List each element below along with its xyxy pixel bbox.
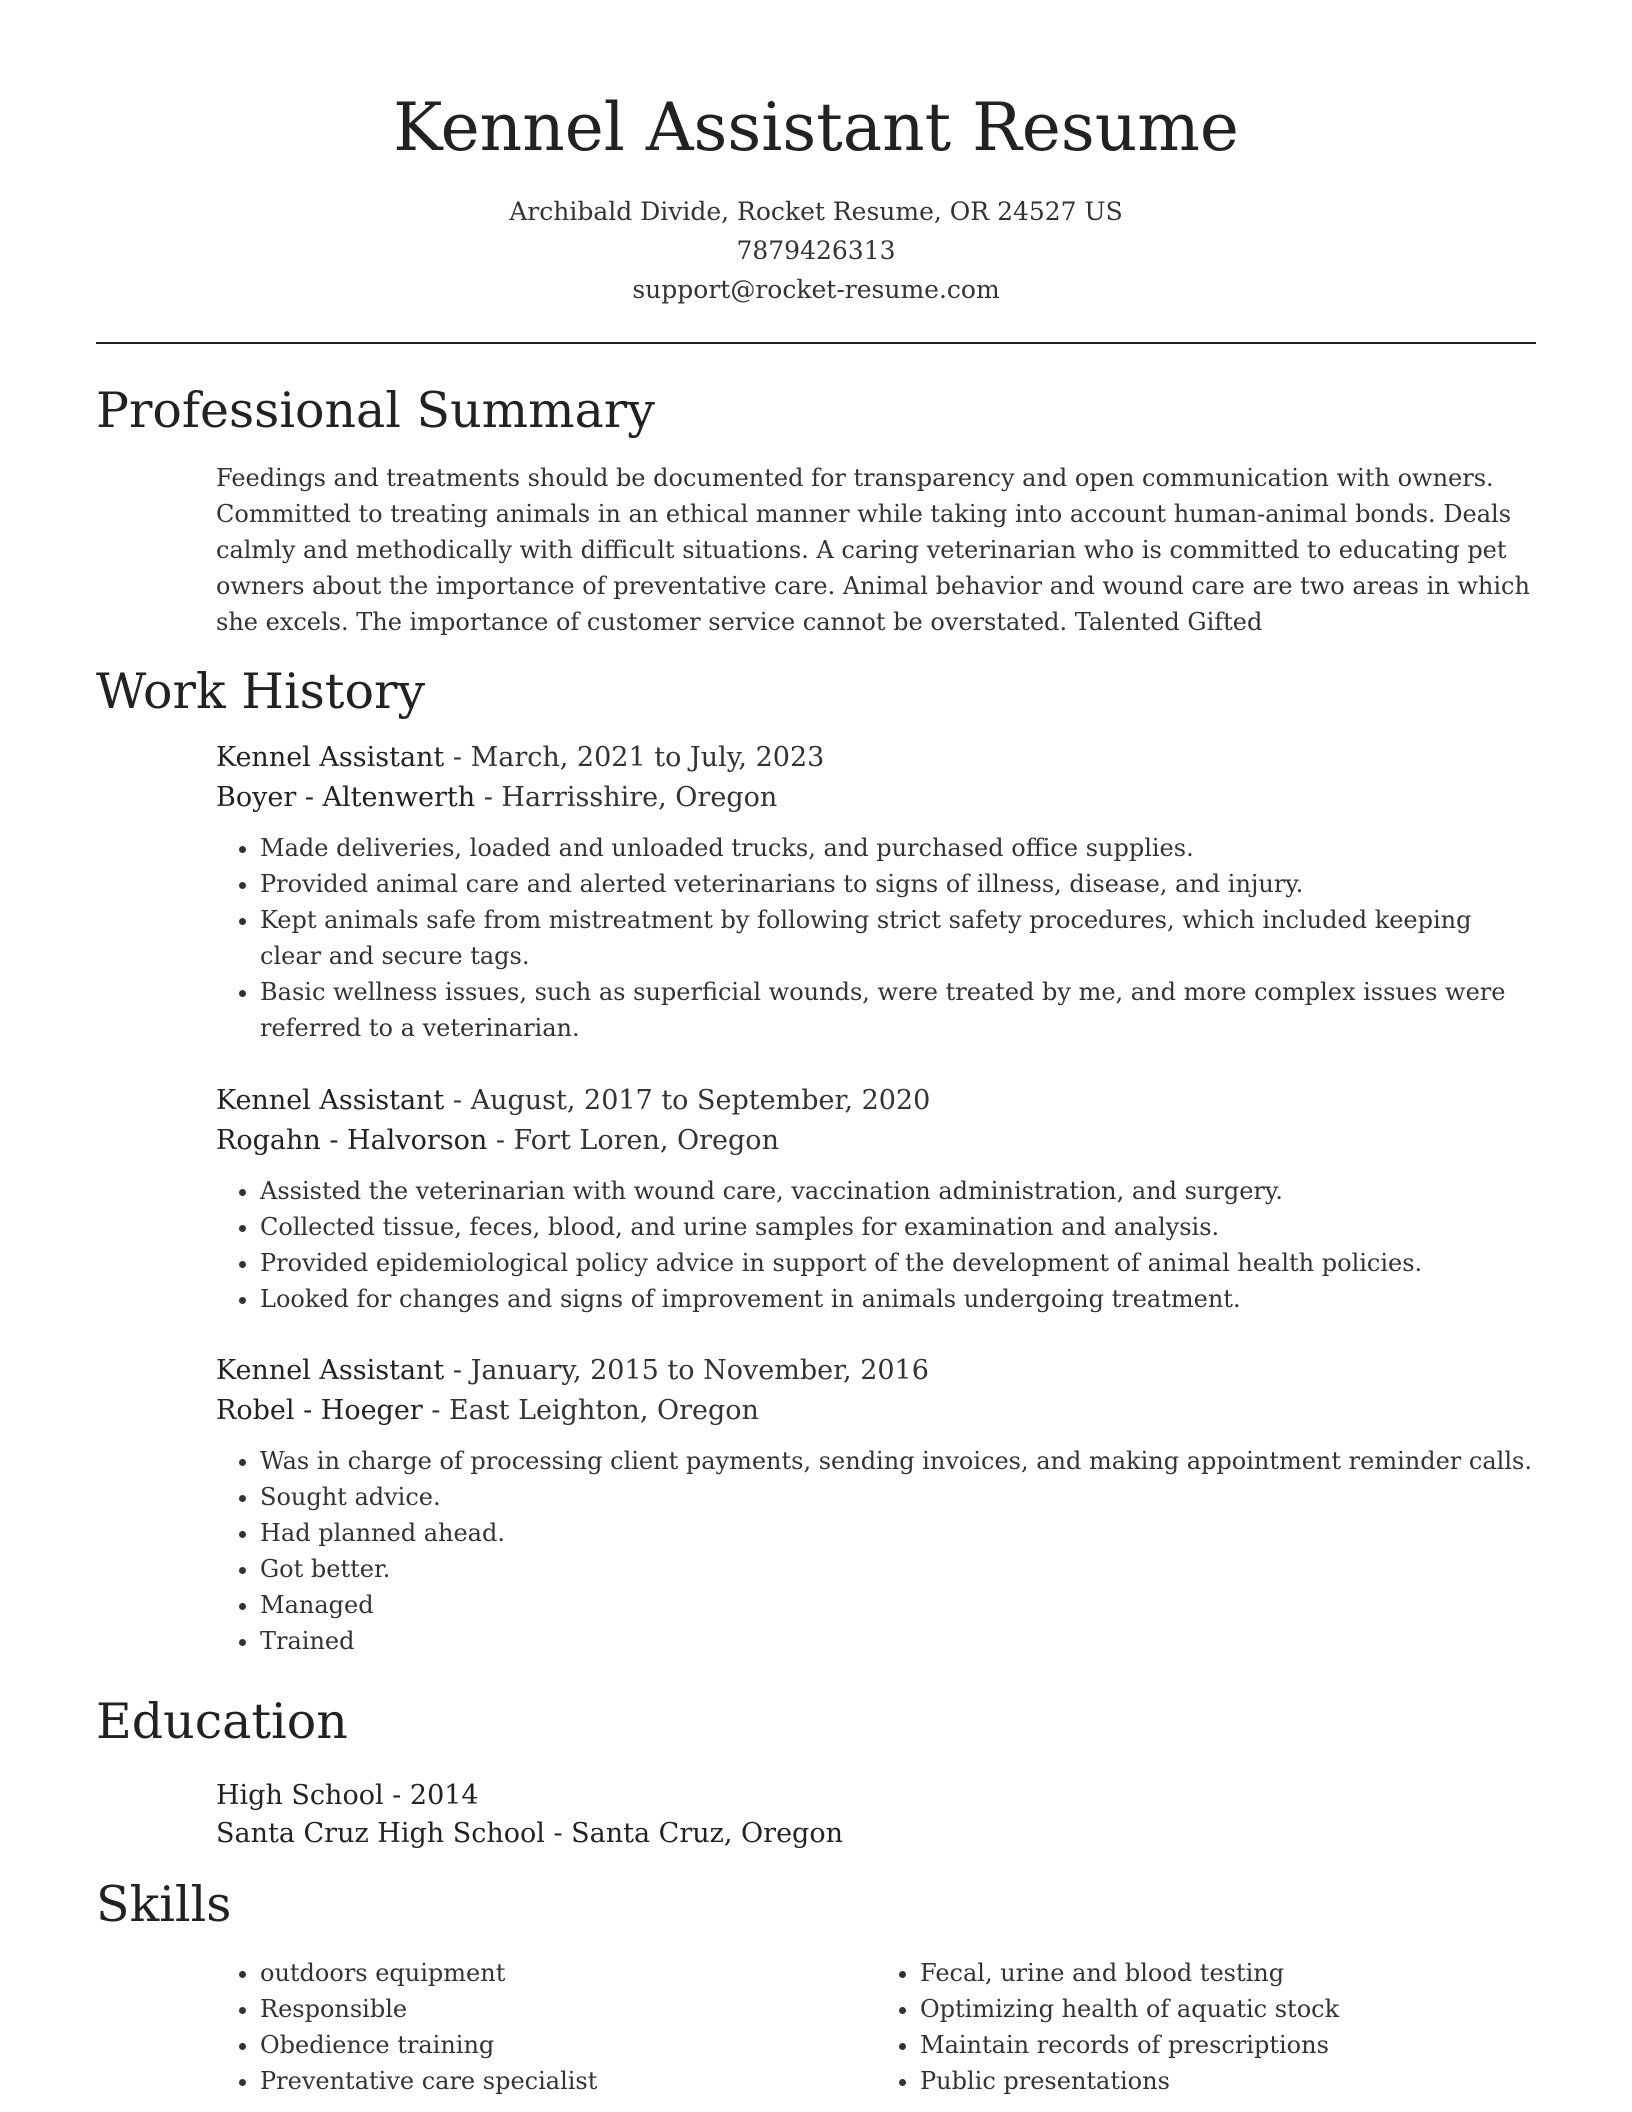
job-entry (216, 738, 1536, 1046)
job-dates: August, 2017 to September, 2020 (470, 1085, 931, 1116)
list-item: • Was in charge of processing client payments, sending invoices, and making appointment reminder calls. (260, 1443, 1536, 1479)
contact-email: support@rocket-resume.com (632, 275, 1000, 304)
list-item: • Fecal, urine and blood testing (920, 1955, 1536, 1991)
list-item: • Looked for changes and signs of improvement in animals undergoing treatment. (260, 1281, 1536, 1317)
skills-list (216, 1955, 1536, 2099)
list-item: • Obedience training (260, 2027, 876, 2063)
list-item: • Basic wellness issues, such as superficial wounds, were treated by me, and more complex issues were referred to a veterinarian. (260, 974, 1536, 1046)
job-entry (216, 1081, 1536, 1317)
job-title-line: Kennel Assistant - March, 2021 to July, 2023 (216, 742, 825, 773)
education-school-line: Santa Cruz High School - Santa Cruz, Oregon (216, 1818, 843, 1849)
education-degree: High School (216, 1780, 384, 1811)
job-company: Robel - Hoeger (216, 1395, 423, 1426)
list-item: • Kept animals safe from mistreatment by following strict safety procedures, which included keeping clear and secure tags. (260, 902, 1536, 974)
list-item: • Responsible (260, 1991, 876, 2027)
job-title: Kennel Assistant (216, 742, 445, 773)
job-bullets (216, 1173, 1536, 1317)
job-title: Kennel Assistant (216, 1085, 445, 1116)
job-company-line: Boyer - Altenwerth - Harrisshire, Oregon (216, 782, 778, 813)
list-item: • outdoors equipment (260, 1955, 876, 1991)
job-bullets (216, 830, 1536, 1046)
contact-phone: 7879426313 (736, 236, 896, 265)
job-bullets (216, 1443, 1536, 1659)
list-item: • Provided epidemiological policy advice in support of the development of animal health policies. (260, 1245, 1536, 1281)
resume-header (0, 0, 1632, 309)
education-location: Santa Cruz, Oregon (571, 1818, 843, 1849)
work-history-heading: Work History (96, 663, 426, 720)
list-item: • Provided animal care and alerted veterinarians to signs of illness, disease, and injury. (260, 866, 1536, 902)
list-item: • Made deliveries, loaded and unloaded trucks, and purchased office supplies. (260, 830, 1536, 866)
education-year: 2014 (409, 1780, 479, 1811)
list-item: • Had planned ahead. (260, 1515, 1536, 1551)
list-item: • Preventative care specialist (260, 2063, 876, 2099)
list-item: • Optimizing health of aquatic stock (920, 1991, 1536, 2027)
list-item: • Collected tissue, feces, blood, and urine samples for examination and analysis. (260, 1209, 1536, 1245)
job-location: Fort Loren, Oregon (513, 1125, 779, 1156)
list-item: • Sought advice. (260, 1479, 1536, 1515)
summary-heading: Professional Summary (96, 382, 655, 439)
list-item: • Managed (260, 1587, 1536, 1623)
education-school: Santa Cruz High School (216, 1818, 545, 1849)
job-company: Rogahn - Halvorson (216, 1125, 488, 1156)
job-title: Kennel Assistant (216, 1355, 445, 1386)
skills-heading: Skills (96, 1876, 232, 1933)
skills-column-right (876, 1955, 1536, 2099)
job-title-line: Kennel Assistant - January, 2015 to November, 2016 (216, 1355, 929, 1386)
list-item: • Maintain records of prescriptions (920, 2027, 1536, 2063)
list-item: • Got better. (260, 1551, 1536, 1587)
contact-info (0, 192, 1632, 309)
education-degree-line: High School - 2014 (216, 1780, 479, 1811)
list-item: • Public presentations (920, 2063, 1536, 2099)
page-title: Kennel Assistant Resume (393, 89, 1239, 166)
education-heading: Education (96, 1693, 348, 1750)
job-location: Harrisshire, Oregon (501, 782, 778, 813)
list-item: • Trained (260, 1623, 1536, 1659)
job-dates: March, 2021 to July, 2023 (470, 742, 825, 773)
job-entry (216, 1351, 1536, 1659)
skills-column-left (216, 1955, 876, 2099)
education-entry (216, 1777, 1536, 1853)
job-company: Boyer - Altenwerth (216, 782, 476, 813)
summary-text: Feedings and treatments should be documented for transparency and open communication with owners. Committed to treating animals in an ethical manner while taking into account human-animal bonds. Deals calmly and methodically with difficult situations. A caring veterinarian who is committed to educating pet owners about the importance of preventative care. Animal behavior and wound care are two areas in which she excels. The importance of customer service cannot be overstated. Talented Gifted (216, 464, 1530, 636)
job-title-line: Kennel Assistant - August, 2017 to September, 2020 (216, 1085, 931, 1116)
job-dates: January, 2015 to November, 2016 (470, 1355, 929, 1386)
list-item: • Assisted the veterinarian with wound care, vaccination administration, and surgery. (260, 1173, 1536, 1209)
job-location: East Leighton, Oregon (449, 1395, 759, 1426)
job-company-line: Rogahn - Halvorson - Fort Loren, Oregon (216, 1125, 779, 1156)
job-company-line: Robel - Hoeger - East Leighton, Oregon (216, 1395, 759, 1426)
contact-address: Archibald Divide, Rocket Resume, OR 24527 US (509, 197, 1123, 226)
header-divider (96, 342, 1536, 344)
